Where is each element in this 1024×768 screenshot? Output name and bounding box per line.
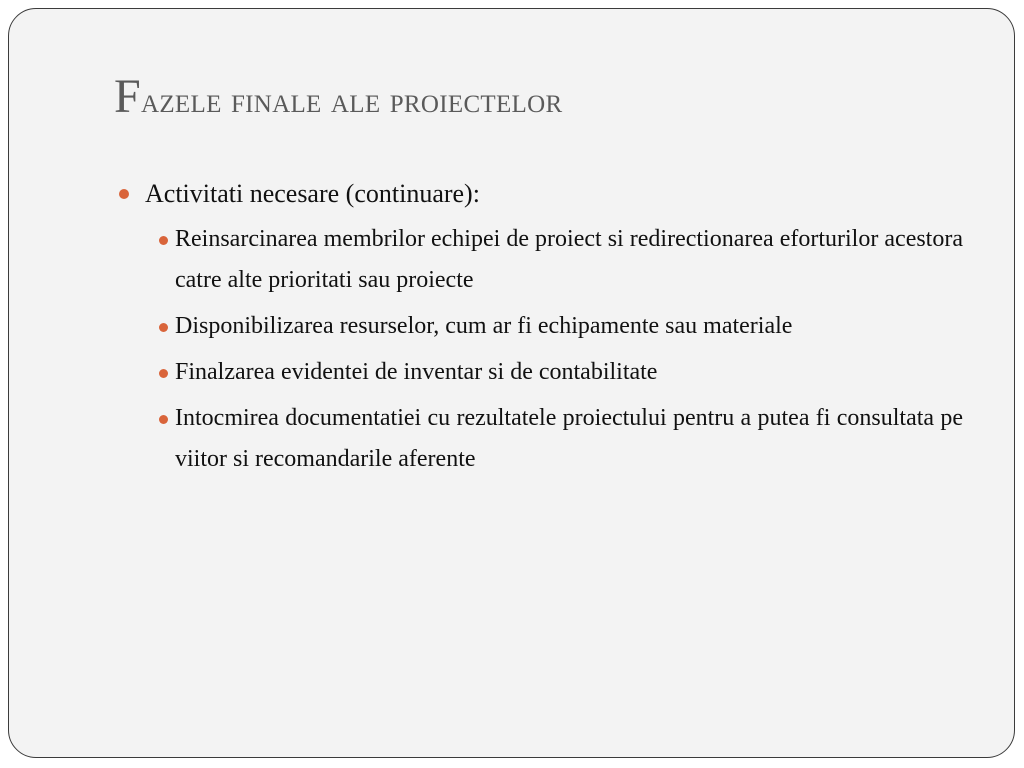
bullet-item <box>117 175 963 213</box>
slide <box>8 8 1015 758</box>
slide-content <box>117 175 963 485</box>
bullet-dot-icon <box>119 189 129 199</box>
sub-bullet-list <box>157 219 963 480</box>
sub-bullet-text: Finalzarea evidentei de inventar si de contabilitate <box>175 359 658 385</box>
sub-bullet-item <box>157 219 963 301</box>
slide-title-rest: azele finale ale proiectelor <box>141 80 563 120</box>
sub-bullet-dot-icon <box>159 323 168 332</box>
slide-title <box>114 71 562 124</box>
slide-title-initial: F <box>114 70 141 123</box>
sub-bullet-text: Intocmirea documentatiei cu rezultatele proiectului pentru a putea fi consultata pe viitor si recomandarile aferente <box>175 405 963 472</box>
sub-bullet-item <box>157 306 963 347</box>
sub-bullet-item <box>157 398 963 480</box>
sub-bullet-dot-icon <box>159 415 168 424</box>
sub-bullet-text: Reinsarcinarea membrilor echipei de proiect si redirectionarea eforturilor acestora catre alte prioritati sau proiecte <box>175 226 963 293</box>
bullet-text: Activitati necesare (continuare): <box>145 179 480 208</box>
sub-bullet-dot-icon <box>159 369 168 378</box>
sub-bullet-dot-icon <box>159 236 168 245</box>
sub-bullet-item <box>157 352 963 393</box>
sub-bullet-text: Disponibilizarea resurselor, cum ar fi echipamente sau materiale <box>175 313 793 339</box>
